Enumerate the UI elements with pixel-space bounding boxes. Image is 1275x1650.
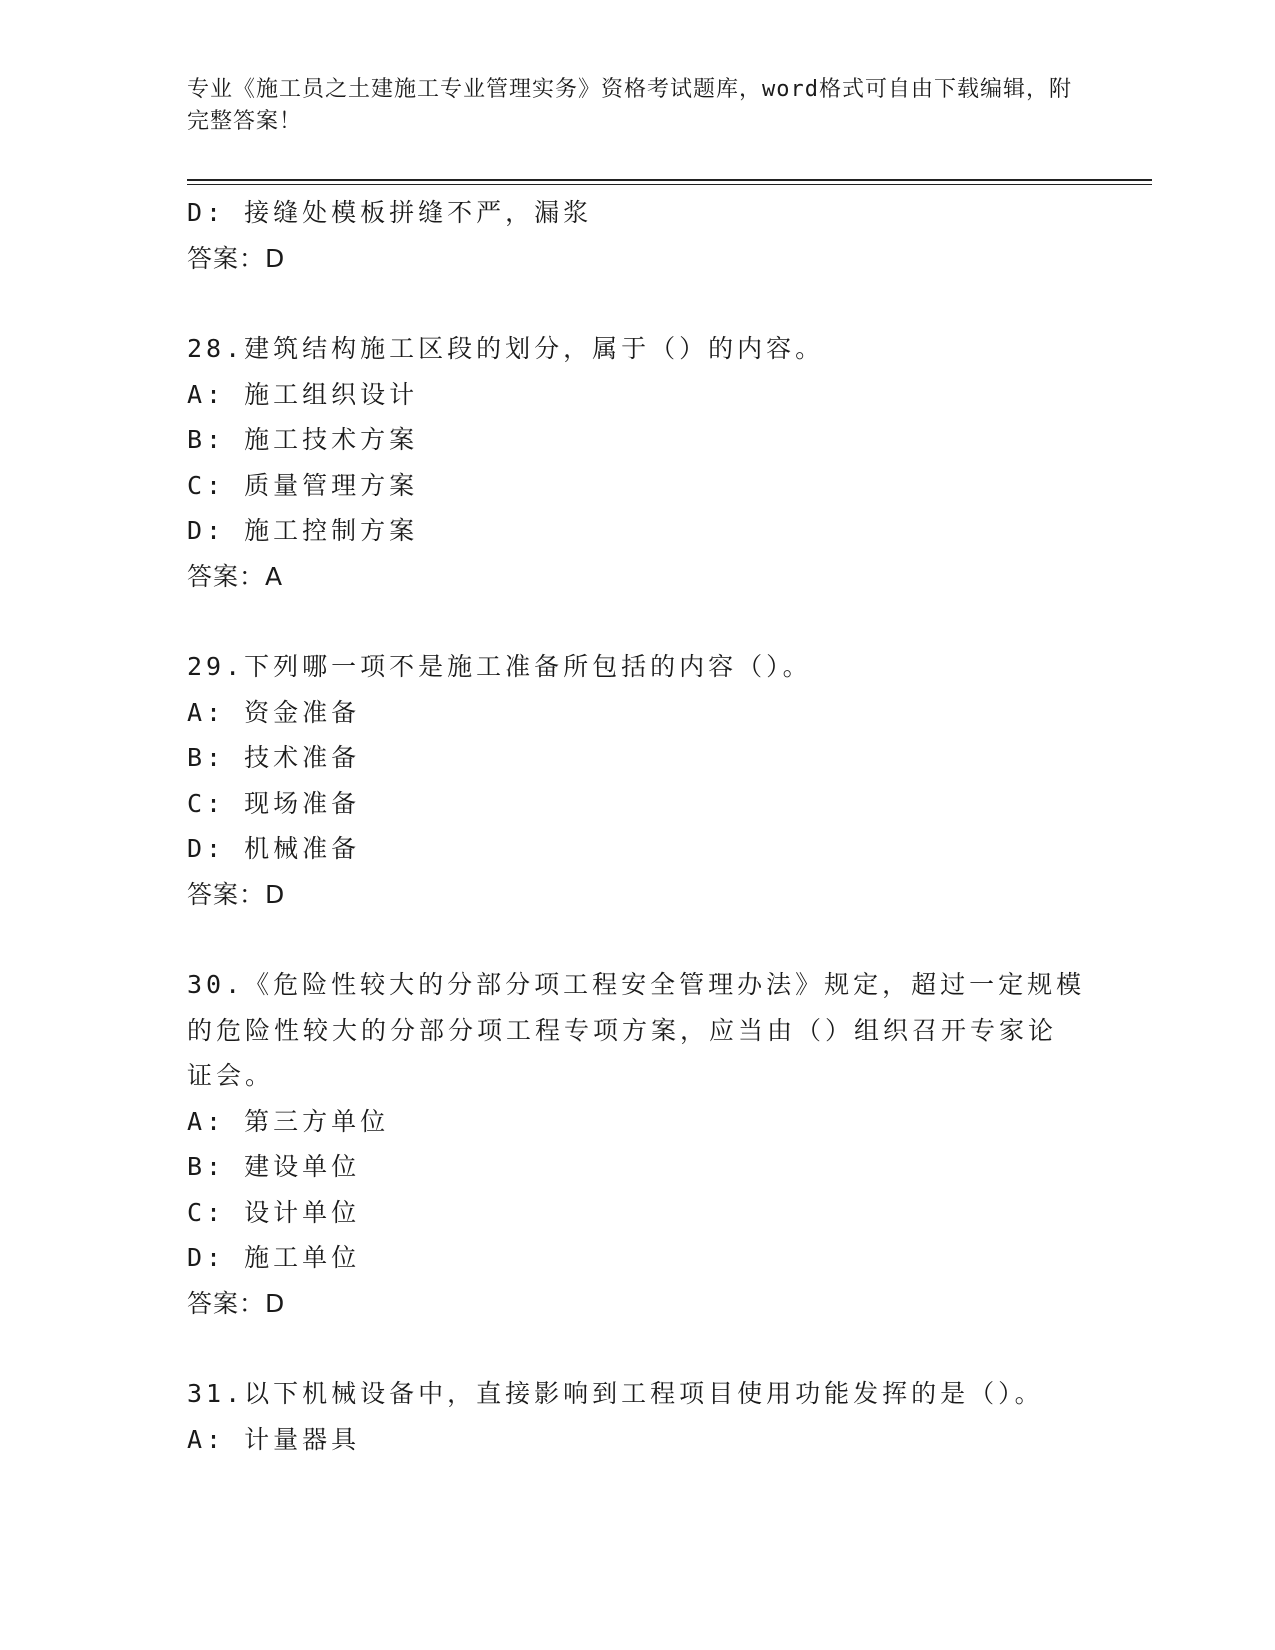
option-b: B: 施工技术方案 — [187, 425, 419, 454]
question-list — [187, 190, 1087, 1462]
option-d: D: 接缝处模板拼缝不严，漏浆 — [187, 198, 593, 227]
option-d: D: 施工控制方案 — [187, 516, 419, 545]
answer-line: 答案：A — [187, 561, 284, 591]
question-stem-line-3: 证会。 — [187, 1061, 275, 1090]
option-a: A: 施工组织设计 — [187, 379, 419, 409]
option-c: C: 设计单位 — [187, 1197, 361, 1227]
question-30 — [187, 962, 1087, 1326]
question-28 — [187, 326, 1087, 599]
question-stem: 31.以下机械设备中，直接影响到工程项目使用功能发挥的是（）。 — [187, 1379, 1044, 1408]
header-rule-thick — [187, 179, 1152, 181]
question-29 — [187, 644, 1087, 917]
question-fragment — [187, 190, 1087, 281]
option-d: D: 机械准备 — [187, 834, 361, 863]
question-stem-line-2: 的危险性较大的分部分项工程专项方案，应当由（）组织召开专家论 — [187, 1015, 1058, 1045]
question-stem: 29.下列哪一项不是施工准备所包括的内容（）。 — [187, 652, 812, 681]
option-b: B: 建设单位 — [187, 1152, 361, 1181]
answer-line: 答案：D — [187, 243, 286, 273]
answer-line: 答案：D — [187, 1288, 286, 1318]
question-stem-line-1: 30.《危险性较大的分部分项工程安全管理办法》规定，超过一定规模 — [187, 970, 1086, 999]
option-a: A: 第三方单位 — [187, 1106, 390, 1136]
question-stem: 28.建筑结构施工区段的划分，属于（）的内容。 — [187, 334, 825, 363]
header-rule-thin — [187, 184, 1152, 185]
option-c: C: 质量管理方案 — [187, 470, 419, 500]
question-31 — [187, 1371, 1087, 1462]
option-d: D: 施工单位 — [187, 1243, 361, 1272]
option-a: A: 资金准备 — [187, 697, 361, 727]
document-header — [187, 74, 1087, 138]
option-c: C: 现场准备 — [187, 788, 361, 818]
option-b: B: 技术准备 — [187, 743, 361, 772]
answer-line: 答案：D — [187, 879, 286, 909]
option-a: A: 计量器具 — [187, 1424, 361, 1454]
header-text: 专业《施工员之土建施工专业管理实务》资格考试题库，word格式可自由下载编辑，附完整答案！ — [187, 77, 1072, 134]
